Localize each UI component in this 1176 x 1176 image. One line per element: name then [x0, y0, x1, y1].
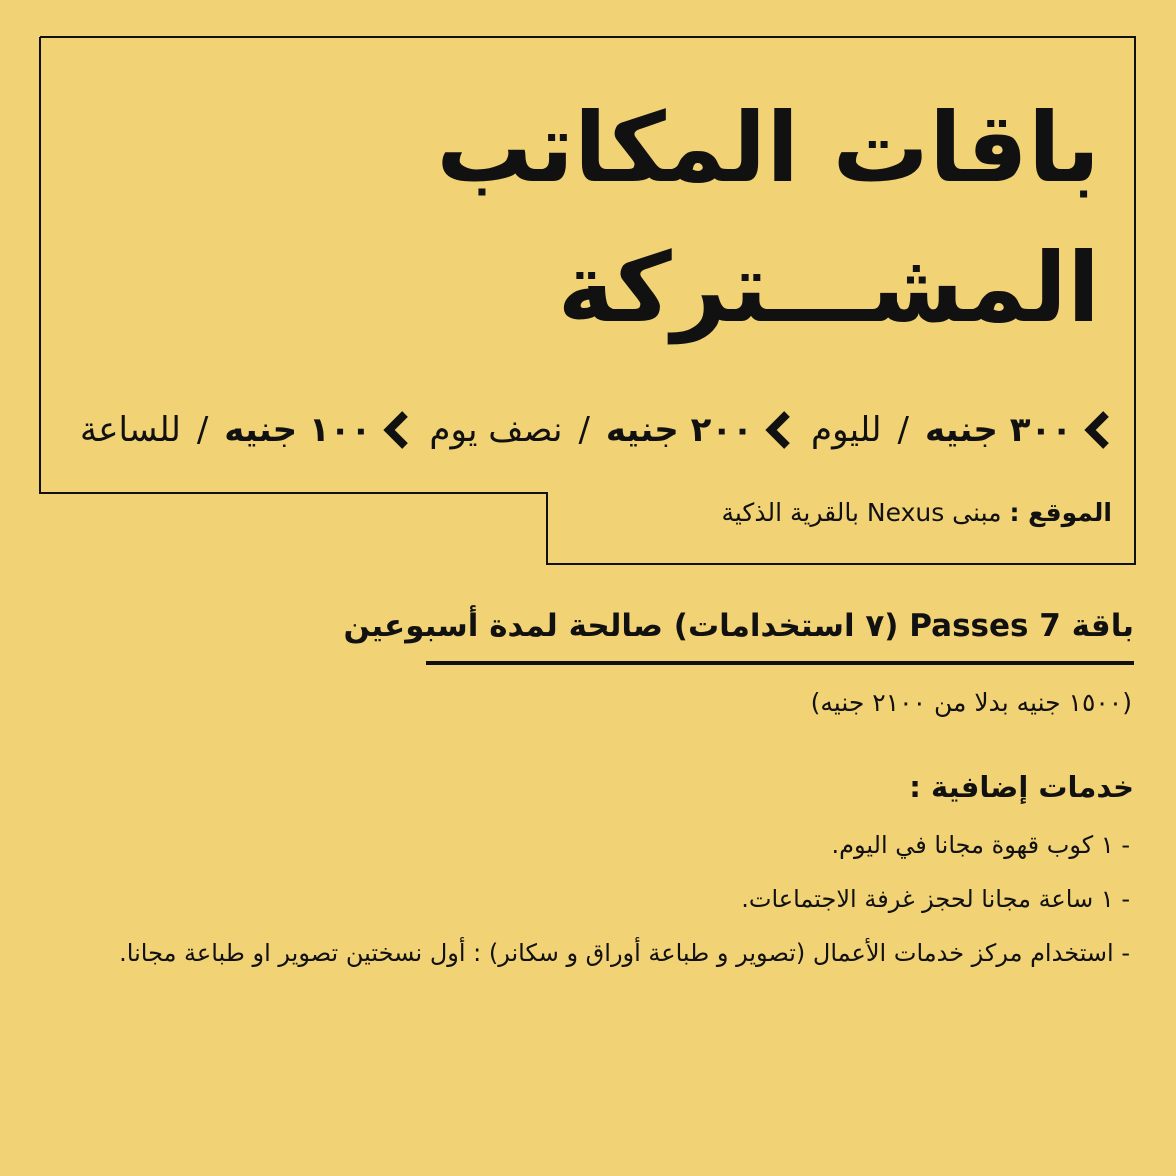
price-amount: ٢٠٠ جنيه [605, 410, 753, 450]
list-item: - استخدام مركز خدمات الأعمال (تصوير و طباعة أوراق و سكانر) : أول نسختين تصوير او طباعة مجانا. [119, 939, 1130, 967]
page-title [200, 78, 1100, 358]
services-heading: خدمات إضافية : [909, 770, 1134, 804]
price-period: نصف يوم [429, 410, 563, 450]
list-item: - ١ ساعة مجانا لحجز غرفة الاجتماعات. [741, 885, 1130, 913]
price-day [811, 410, 1112, 450]
package-underline [426, 661, 1134, 665]
price-list [80, 400, 1112, 460]
services-list [40, 828, 1130, 990]
chevron-left-icon [1082, 410, 1112, 450]
package-title: باقة 7 Passes (٧ استخدامات) صالحة لمدة أسبوعين [343, 608, 1134, 644]
package-price-note: (١٥٠٠ جنيه بدلا من ٢١٠٠ جنيه) [810, 688, 1132, 717]
price-half-day [429, 410, 792, 450]
price-period: للساعة [80, 410, 181, 450]
location-value: مبنى Nexus بالقرية الذكية [721, 498, 1002, 527]
location-label: الموقع : [1009, 498, 1112, 527]
price-separator: / [578, 410, 590, 450]
price-separator: / [897, 410, 910, 450]
list-item: - ١ كوب قهوة مجانا في اليوم. [831, 831, 1130, 859]
price-amount: ١٠٠ جنيه [224, 410, 372, 450]
chevron-left-icon [381, 410, 411, 450]
chevron-left-icon [763, 410, 793, 450]
title-line-2: المشـــتركة [557, 232, 1100, 344]
price-hour [80, 410, 411, 450]
price-amount: ٣٠٠ جنيه [925, 410, 1072, 450]
title-line-1: باقات المكاتب [436, 92, 1100, 204]
price-period: لليوم [811, 410, 882, 450]
price-separator: / [196, 410, 209, 450]
location-line [552, 498, 1112, 527]
